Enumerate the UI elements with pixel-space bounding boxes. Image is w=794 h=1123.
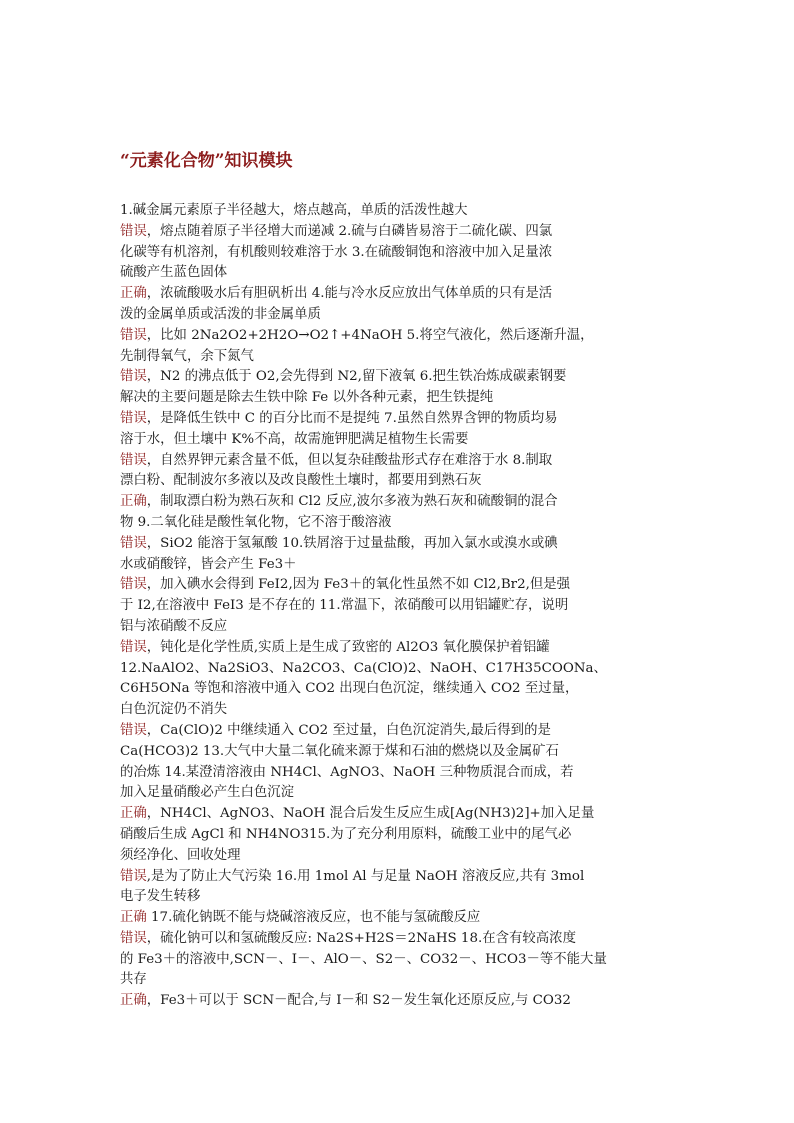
verdict-label: 错误 (120, 639, 147, 655)
line-text: ，Fe3＋可以于 SCN－配合,与 I－和 S2－发生氧化还原反应,与 CO32 (146, 993, 571, 1009)
text-line (120, 575, 688, 596)
line-text: ，SiO2 能溶于氢氟酸 10.铁屑溶于过量盐酸，再加入氯水或溴水或碘 (146, 535, 558, 551)
verdict-label: 正确 (120, 910, 147, 926)
text-line (120, 679, 688, 700)
text-line (120, 638, 688, 659)
text-line (120, 617, 688, 638)
line-text: 硝酸后生成 AgCl 和 NH4NO315.为了充分利用原料，硫酸工业中的尾气必 (120, 826, 572, 842)
line-text: ，比如 2Na2O2+2H2O→O2↑+4NaOH 5.将空气液化，然后逐渐升温， (146, 327, 594, 343)
line-text: ，NH4Cl、AgNO3、NaOH 混合后发生反应生成[Ag(NH3)2]+加入足量 (146, 806, 595, 822)
text-line (120, 471, 688, 492)
text-line (120, 284, 688, 305)
text-line (120, 596, 688, 617)
page-title: “元素化合物”知识模块 (120, 151, 293, 171)
verdict-label: 正确 (120, 806, 147, 822)
text-line (120, 950, 688, 971)
verdict-label: 错误 (120, 930, 147, 946)
line-text: 加入足量硝酸必产生白色沉淀 (120, 785, 295, 801)
text-line (120, 222, 688, 243)
line-text: 的 Fe3＋的溶液中,SCN－、I－、AlO－、S2－、CO32－、HCO3－等不能大量 (120, 951, 607, 967)
line-text: 溶于水，但土壤中 K%不高，故需施钾肥满足植物生长需要 (120, 431, 469, 447)
text-line (120, 513, 688, 534)
line-text: 1.碱金属元素原子半径越大，熔点越高，单质的活泼性越大 (120, 203, 468, 218)
line-text: 白色沉淀仍不消失 (120, 702, 228, 718)
text-line (120, 347, 688, 368)
text-line (120, 388, 688, 409)
line-text: C6H5ONa 等饱和溶液中通入 CO2 出现白色沉淀，继续通入 CO2 至过量， (120, 681, 579, 697)
line-text: Ca(HCO3)2 13.大气中大量二氧化硫来源于煤和石油的燃烧以及金属矿石 (120, 743, 559, 759)
text-line (120, 763, 688, 784)
text-line (120, 825, 688, 846)
text-line (120, 326, 688, 347)
text-line (120, 970, 688, 991)
text-line (120, 201, 688, 222)
line-text: 物 9.二氧化硅是酸性氧化物，它不溶于酸溶液 (120, 514, 392, 530)
text-line (120, 846, 688, 867)
verdict-label: 正确 (120, 494, 147, 510)
verdict-label: 错误 (120, 722, 147, 738)
text-line (120, 243, 688, 264)
text-line (120, 367, 688, 388)
text-line (120, 908, 688, 929)
line-text: 化碳等有机溶剂，有机酸则较难溶于水 3.在硫酸铜饱和溶液中加入足量浓 (120, 244, 553, 260)
verdict-label: 错误 (120, 223, 147, 239)
line-text: 17.硫化钠既不能与烧碱溶液反应，也不能与氢硫酸反应 (146, 910, 481, 926)
verdict-label: 错误 (120, 535, 147, 551)
line-text: 硫酸产生蓝色固体 (120, 265, 228, 281)
line-text: 泼的金属单质或活泼的非金属单质 (120, 306, 321, 322)
line-text: 水或硝酸锌，皆会产生 Fe3＋ (120, 556, 297, 572)
verdict-label: 错误 (120, 327, 147, 343)
line-text: 共存 (120, 972, 147, 988)
text-line (120, 929, 688, 950)
line-text: 铝与浓硝酸不反应 (120, 618, 228, 634)
line-text: 12.NaAlO2、Na2SiO3、Na2CO3、Ca(ClO)2、NaOH、C17H35COONa、 (120, 660, 607, 676)
text-line (120, 659, 688, 680)
line-text: ，Ca(ClO)2 中继续通入 CO2 至过量，白色沉淀消失,最后得到的是 (146, 722, 551, 738)
text-line (120, 867, 688, 888)
line-text: ，自然界钾元素含量不低，但以复杂硅酸盐形式存在难溶于水 8.制取 (146, 452, 553, 468)
text-line (120, 451, 688, 472)
verdict-label: 错误 (120, 452, 147, 468)
text-line (120, 305, 688, 326)
line-text: 于 I2,在溶液中 FeI3 是不存在的 11.常温下，浓硝酸可以用铝罐贮存，说明 (120, 598, 569, 614)
line-text: 电子发生转移 (120, 889, 201, 905)
text-line (120, 783, 688, 804)
text-line (120, 534, 688, 555)
line-text: ，是降低生铁中 C 的百分比而不是提纯 7.虽然自然界含钾的物质均易 (146, 410, 558, 426)
line-text: ，加入碘水会得到 FeI2,因为 Fe3＋的氧化性虽然不如 Cl2,Br2,但是强 (146, 577, 571, 593)
text-line (120, 887, 688, 908)
line-text: 的冶炼 14.某澄清溶液由 NH4Cl、AgNO3、NaOH 三种物质混合而成，若 (120, 764, 574, 780)
text-line (120, 263, 688, 284)
verdict-label: 错误 (120, 410, 147, 426)
verdict-label: 错误 (120, 577, 147, 593)
text-line (120, 700, 688, 721)
text-line (120, 492, 688, 513)
line-text: ，浓硫酸吸水后有胆矾析出 4.能与冷水反应放出气体单质的只有是活 (146, 286, 553, 302)
verdict-label: 错误 (120, 868, 147, 884)
text-line (120, 742, 688, 763)
text-line (120, 721, 688, 742)
line-text: 解决的主要问题是除去生铁中除 Fe 以外各种元素，把生铁提纯 (120, 390, 494, 406)
text-line (120, 991, 688, 1012)
line-text: ，熔点随着原子半径增大而递减 2.硫与白磷皆易溶于二硫化碳、四氯 (146, 223, 553, 239)
line-text: ，硫化钠可以和氢硫酸反应: Na2S+H2S＝2NaHS 18.在含有较高浓度 (146, 930, 576, 946)
verdict-label: 错误 (120, 369, 147, 385)
line-text: ,是为了防止大气污染 16.用 1mol Al 与足量 NaOH 溶液反应,共有 3mol (146, 868, 585, 884)
line-text: 漂白粉、配制波尔多液以及改良酸性土壤时，都要用到熟石灰 (120, 473, 482, 489)
line-text: ，N2 的沸点低于 O2,会先得到 N2,留下液氧 6.把生铁冶炼成碳素钢要 (146, 369, 567, 385)
text-line (120, 555, 688, 576)
verdict-label: 正确 (120, 286, 147, 302)
line-text: ，制取漂白粉为熟石灰和 Cl2 反应,波尔多液为熟石灰和硫酸铜的混合 (146, 494, 558, 510)
text-line (120, 804, 688, 825)
text-line (120, 409, 688, 430)
verdict-label: 正确 (120, 993, 147, 1009)
text-line (120, 430, 688, 451)
document-body (120, 201, 688, 1012)
line-text: 先制得氧气，余下氮气 (120, 348, 254, 364)
line-text: 须经净化、回收处理 (120, 847, 241, 863)
line-text: ，钝化是化学性质,实质上是生成了致密的 Al2O3 氧化膜保护着铝罐 (146, 639, 550, 655)
